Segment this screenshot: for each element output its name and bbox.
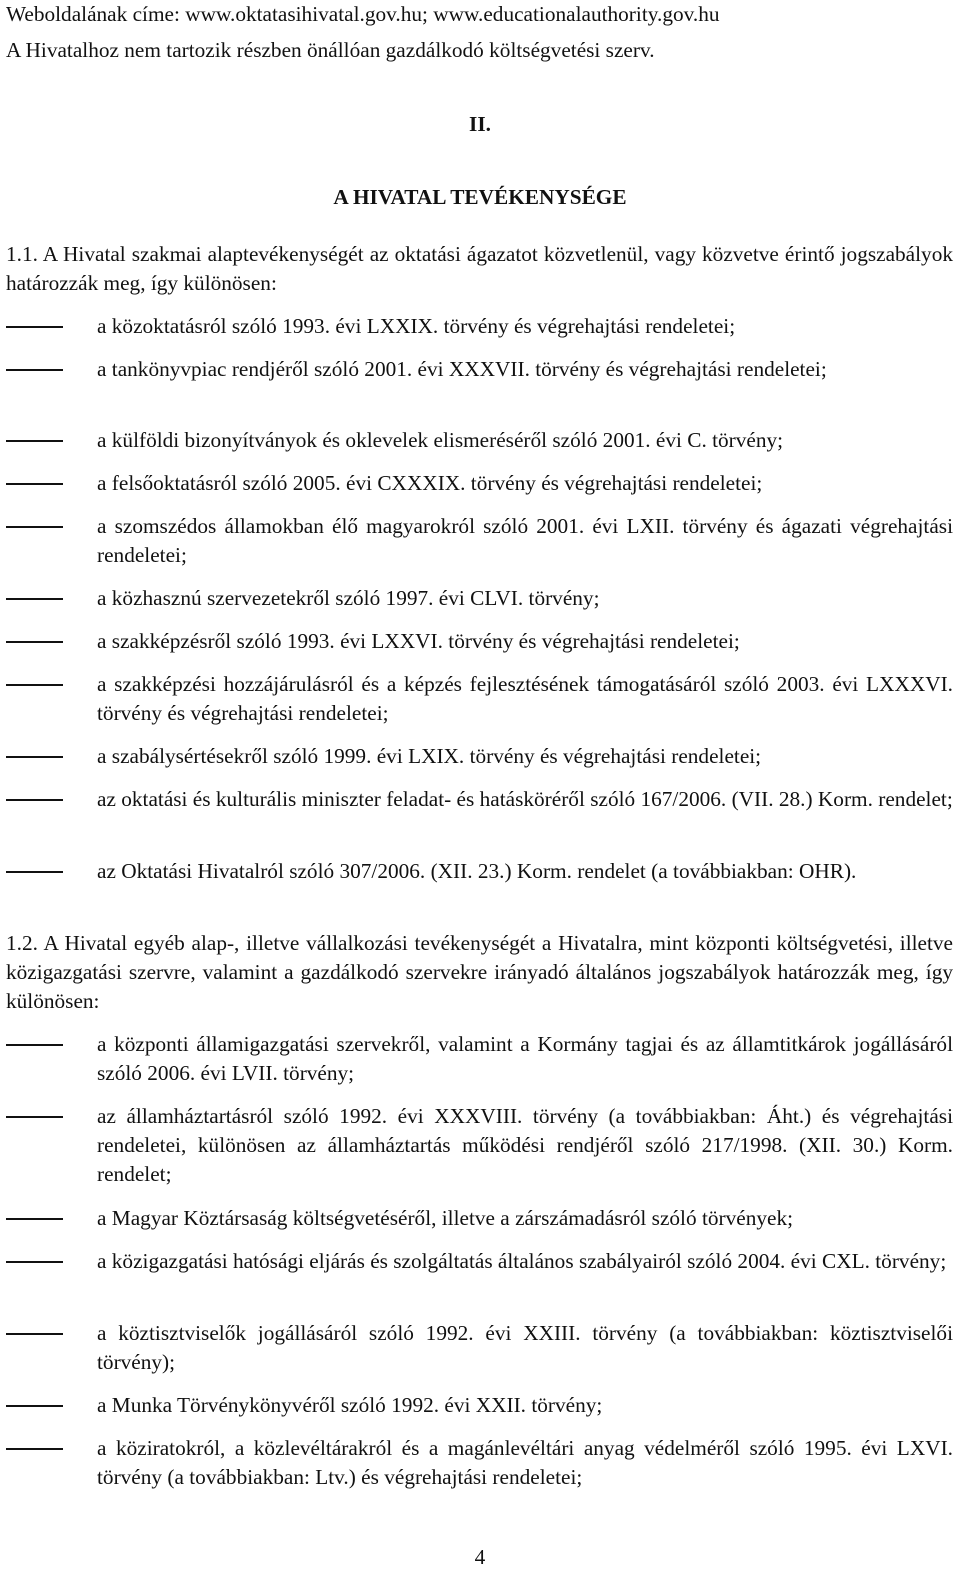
dash-bullet [6,1261,63,1263]
list-item-text: a közigazgatási hatósági eljárás és szolgáltatás általános szabályairól szóló 2004. évi CXL. törvény; [97,1249,947,1273]
list-item-text: a szabálysértésekről szóló 1999. évi LXIX. törvény és végrehajtási rendeletei; [97,744,762,768]
list-item [0,1247,960,1307]
dash-bullet [6,756,63,758]
dash-bullet [6,641,63,643]
list-item-text: a közoktatásról szóló 1993. évi LXXIX. törvény és végrehajtási rendeletei; [97,314,736,338]
list-item-text: a Munka Törvénykönyvéről szóló 1992. évi XXII. törvény; [97,1393,603,1417]
list-item-text: a külföldi bizonyítványok és oklevelek elismeréséről szóló 2001. évi C. törvény; [97,428,784,452]
paragraph-1-2: 1.2. A Hivatal egyéb alap-, illetve vállalkozási tevékenységét a Hivatalra, mint központi költségvetési, illetve közigazgatási szervre, valamint a gazdálkodó szervekre irányadó általános jogszabályok határozzák meg, így különösen: [6,931,953,1013]
dash-bullet [6,871,63,873]
list-item-text: az oktatási és kulturális miniszter feladat- és hatásköréről szóló 167/2006. (VII. 28.) Korm. rendelet; [97,787,953,811]
header-website-line: Weboldalának címe: www.oktatasihivatal.gov.hu; www.educationalauthority.gov.hu [6,2,720,26]
list-item [0,1102,960,1192]
list-item-text: a köziratokról, a közlevéltárakról és a magánlevéltári anyag védelméről szóló 1995. évi LXVI. törvény (a továbbiakban: Ltv.) és végrehajtási rendeletei; [97,1436,953,1489]
list-item [0,355,960,415]
list-item-text: a Magyar Köztársaság költségvetéséről, illetve a zárszámadásról szóló törvények; [97,1206,794,1230]
list-item [0,1319,960,1379]
dash-bullet [6,684,63,686]
paragraph-1-1: 1.1. A Hivatal szakmai alaptevékenységét az oktatási ágazatot közvetlenül, vagy közvetve érintő jogszabályok határozzák meg, így különösen: [6,242,953,295]
list-item-text: a szakképzési hozzájárulásról és a képzés fejlesztésének támogatásáról szóló 2003. évi LXXXVI. törvény és végrehajtási rendeletei; [97,672,953,725]
list-item [0,512,960,572]
list-item [0,670,960,730]
list-item-text: a szomszédos államokban élő magyarokról szóló 2001. évi LXII. törvény és ágazati végrehajtási rendeletei; [97,514,953,567]
list-item-text: a szakképzésről szóló 1993. évi LXXVI. törvény és végrehajtási rendeletei; [97,629,740,653]
dash-bullet [6,598,63,600]
list-item [0,857,960,917]
list-item-text: a központi államigazgatási szervekről, valamint a Kormány tagjai és az államtitkárok jogállásáról szóló 2006. évi LVII. törvény; [97,1032,953,1085]
list-item-text: a közhasznú szervezetekről szóló 1997. évi CLVI. törvény; [97,586,600,610]
list-item [0,1030,960,1090]
dash-bullet [6,1448,63,1450]
page-number: 4 [474,1545,486,1569]
dash-bullet [6,526,63,528]
header-note-line: A Hivatalhoz nem tartozik részben önállóan gazdálkodó költségvetési szerv. [6,38,655,62]
section-title: A HIVATAL TEVÉKENYSÉGE [333,185,627,209]
dash-bullet [6,1405,63,1407]
list-item-text: az Oktatási Hivatalról szóló 307/2006. (XII. 23.) Korm. rendelet (a továbbiakban: OHR). [97,859,857,883]
list-item [0,785,960,845]
dash-bullet [6,326,63,328]
section-number: II. [469,112,491,136]
list-item-text: a köztisztviselők jogállásáról szóló 1992. évi XXIII. törvény (a továbbiakban: köztisztviselői törvény); [97,1321,953,1374]
dash-bullet [6,440,63,442]
dash-bullet [6,1116,63,1118]
list-item [0,1434,960,1494]
dash-bullet [6,1044,63,1046]
dash-bullet [6,483,63,485]
list-item-text: a tankönyvpiac rendjéről szóló 2001. évi XXXVII. törvény és végrehajtási rendeletei; [97,357,827,381]
dash-bullet [6,1218,63,1220]
list-item-text: az államháztartásról szóló 1992. évi XXXVIII. törvény (a továbbiakban: Áht.) és végrehajtási rendeletei, különösen az államháztartás működési rendjéről szóló 217/1998. (XII. 30.) Korm. rendelet; [97,1104,953,1186]
dash-bullet [6,799,63,801]
list-item-text: a felsőoktatásról szóló 2005. évi CXXXIX. törvény és végrehajtási rendeletei; [97,471,763,495]
dash-bullet [6,1333,63,1335]
dash-bullet [6,369,63,371]
